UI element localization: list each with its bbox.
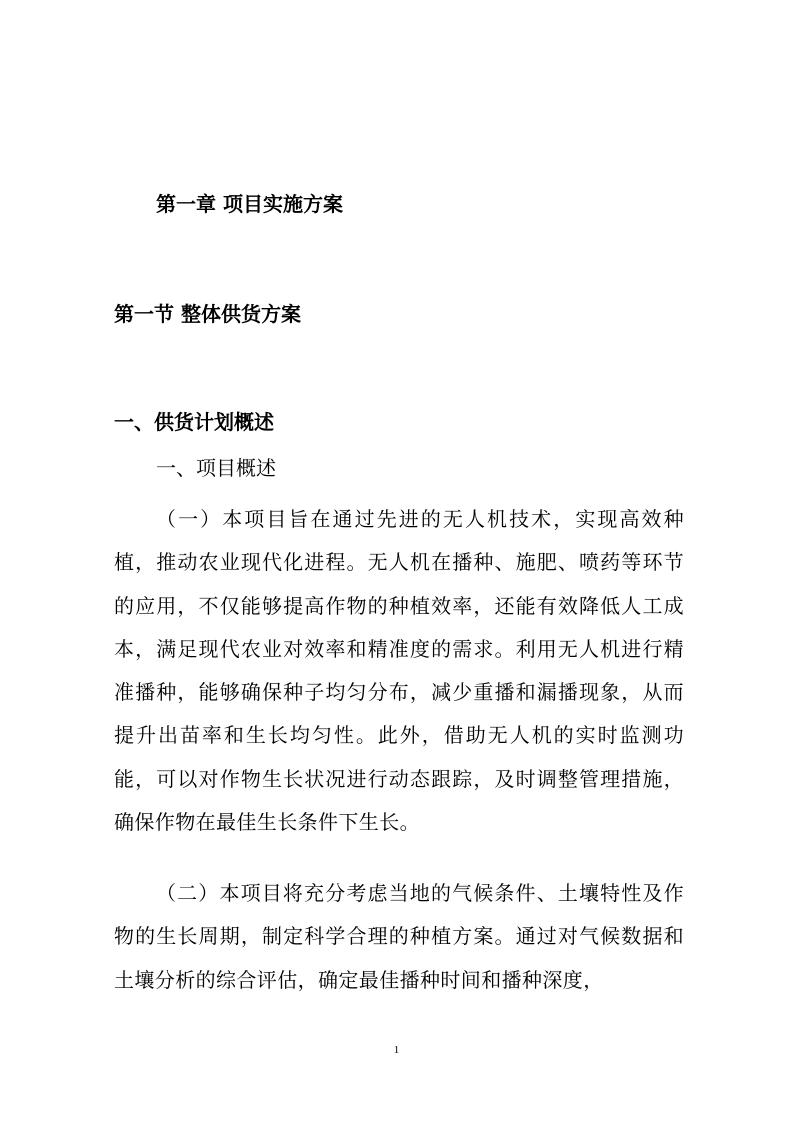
chapter-title: 第一章 项目实施方案 [156,192,343,216]
item-heading: 一、项目概述 [156,456,276,480]
section-title: 第一节 整体供货方案 [114,302,301,326]
body-paragraph-2: （二）本项目将充分考虑当地的气候条件、土壤特性及作物的生长周期，制定科学合理的种植方案。通过对气候数据和土壤分析的综合评估，确定最佳播种时间和播种深度， [114,881,684,992]
body-paragraph-1: （一）本项目旨在通过先进的无人机技术，实现高效种植，推动农业现代化进程。无人机在播种、施肥、喷药等环节的应用，不仅能够提高作物的种植效率，还能有效降低人工成本，满足现代农业对效率和精准度的需求。利用无人机进行精准播种，能够确保种子均匀分布，减少重播和漏播现象，从而提升出苗率和生长均匀性。此外，借助无人机的实时监测功能，可以对作物生长状况进行动态跟踪，及时调整管理措施，确保作物在最佳生长条件下生长。 [114,507,684,835]
page-number: 1 [393,1044,400,1056]
subsection-title: 一、供货计划概述 [114,410,274,434]
